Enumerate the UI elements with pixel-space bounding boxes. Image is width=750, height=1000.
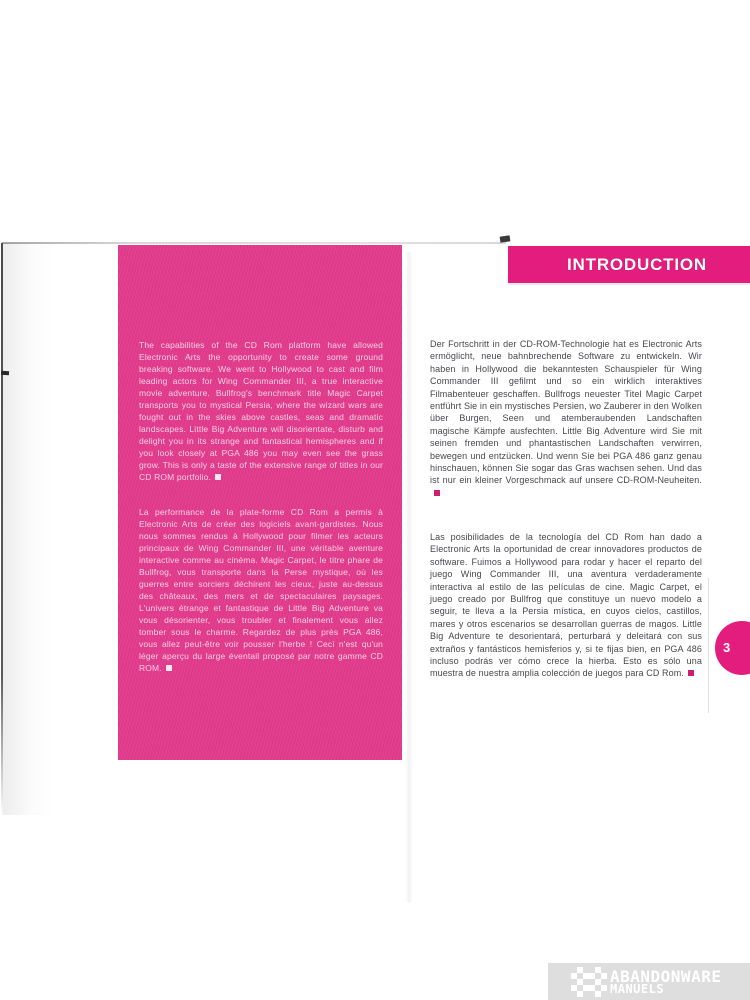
pixel-invaders-icon [571, 967, 607, 997]
section-header-bar [508, 246, 750, 283]
paragraph-end-marker [434, 490, 440, 496]
paragraph-german-text: Der Fortschritt in der CD-ROM-Technologie hat es Electronic Arts ermöglicht, neue bahnbrechende Software zu entwickeln. Wir haben in Hollywood die bekanntesten Schauspieler für Wing Commander III gefilmt und so ein wirklich interaktives Filmabenteuer geschaffen. Bullfrogs neuester Titel Magic Carpet entführt Sie in ein mystisches Persien, wo Zauberer in den Wolken über Burgen, Seen und atemberaubenden Landschaften magische Kämpfe ausfechten. Little Big Adventure wird Sie mit seinen fremden und phantastischen Landschaften verwirren, bewegen und entzücken. Und wenn Sie bei PGA 486 ganz genau hinschauen, können Sie sogar das Gras wachsen sehen. Und das ist nur ein kleiner Vorgeschmack auf unsere CD-ROM-Neuheiten. [430, 339, 702, 486]
paragraph-german [430, 338, 702, 499]
page-number-badge [715, 621, 750, 675]
paragraph-french-text: La performance de la plate-forme CD Rom a permis à Electronic Arts de créer des logiciels avant-gardistes. Nous nous sommes rendus à Hollywood pour filmer les acteurs principaux de Wing Commander III, une véritable aventure interactive comme au cinéma. Magic Carpet, le titre phare de Bullfrog, vous transporte dans la Perse mystique, où les guerres entre sorciers déchirent les cieux, juste au-dessus des châteaux, des mers et de spectaculaires paysages. L'univers étrange et fantastique de Little Big Adventure va vous désorienter, vous troubler et finalement vous allez tomber sous le charme. Regardez de plus près PGA 486, vous allez peut-être voir pousser l'herbe ! Ceci n'est qu'un léger aperçu du large éventail proposé par notre gamme CD ROM. [139, 506, 383, 673]
paragraph-end-marker [215, 474, 221, 480]
paragraph-english-text: The capabilities of the CD Rom platform have allowed Electronic Arts the opportunity to create some ground breaking software. We went to Hollywood to cast and film leading actors for Wing Commander III, a true interactive movie adventure. Bullfrog's benchmark title Magic Carpet transports you to mystical Persia, where the wizard wars are fought out in the skies above castles, seas and dramatic landscapes. Little Big Adventure will disorientate, disturb and delight you in its strange and fantastical hemispheres and if you look closely at PGA 486 you may even see the grass grow. This is only a taste of the extensive range of titles in our CD ROM portfolio. [139, 339, 383, 482]
paragraph-spanish-text: Las posibilidades de la tecnología del CD Rom han dado a Electronic Arts la oportunidad de crear innovadores productos de software. Fuimos a Hollywood para rodar y hacer el reparto del juego Wing Commander III, una aventura verdaderamente interactiva al estilo de las películas de cine. Magic Carpet, el juego creado por Bullfrog que constituye un nuevo modelo a seguir, te lleva a la Persia mística, en cuyos cielos, castillos, mares y otros escenarios se desarrollan guerras de magos. Little Big Adventure te desorientará, perturbará y deleitará con sus extraños y fantásticos hemisferios y, si te fijas bien, en PGA 486 incluso podrás ver cómo crece la hierba. Esto es sólo una muestra de nuestra amplia colección de juegos para CD Rom. [430, 532, 702, 679]
page-top-edge-line [2, 242, 506, 244]
paragraph-french [139, 506, 383, 674]
paragraph-english [139, 339, 383, 483]
scan-mark [500, 235, 511, 242]
page-right-edge-line [708, 578, 709, 713]
page-number: 3 [723, 640, 731, 655]
paragraph-spanish [430, 531, 702, 680]
abandonware-watermark [548, 963, 750, 1000]
paragraph-end-marker [688, 670, 694, 676]
watermark-text [610, 966, 722, 996]
spine-shadow-center [405, 252, 413, 902]
paragraph-end-marker [166, 665, 172, 671]
watermark-title: ABANDONWARE [610, 966, 722, 986]
watermark-subtitle: MANUELS [610, 981, 665, 996]
section-title: INTRODUCTION [567, 255, 707, 274]
spine-shadow-left [3, 243, 55, 815]
pink-text-panel [118, 245, 402, 760]
